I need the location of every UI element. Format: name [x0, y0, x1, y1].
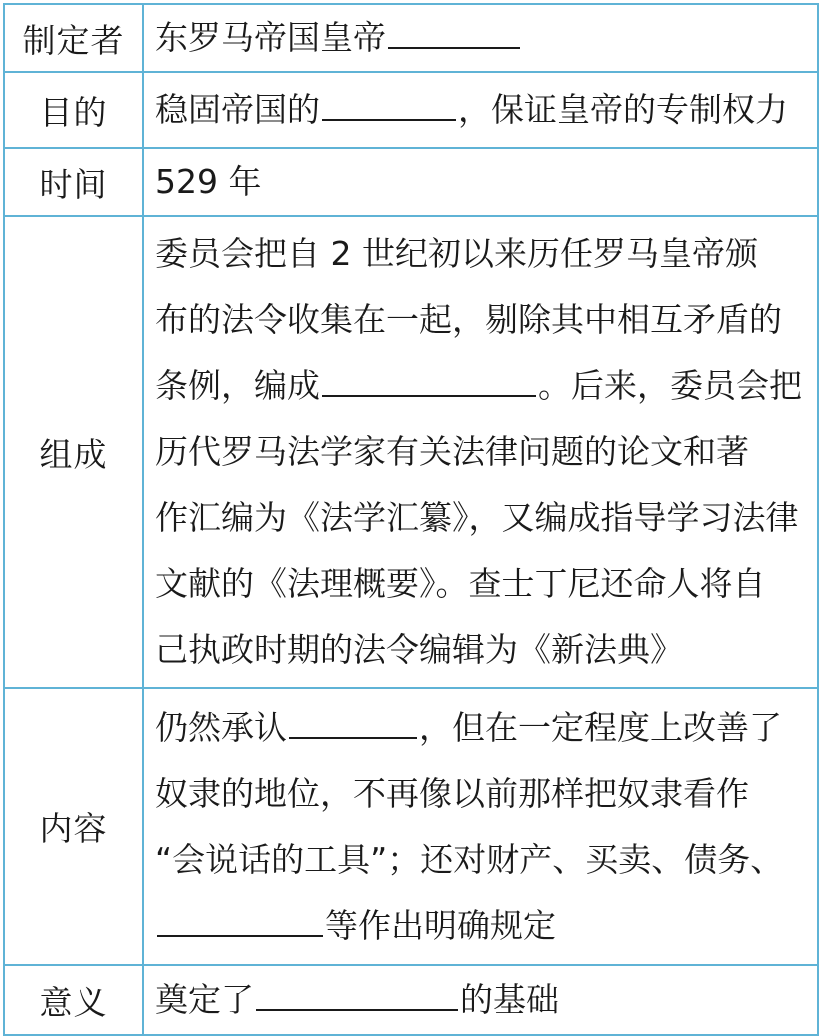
maker-blank[interactable]	[388, 17, 520, 49]
maker-label: 制定者	[4, 4, 143, 72]
composition-line-6: 文献的《法理概要》。查士丁尼还命人将自	[155, 564, 766, 603]
composition-line-5: 作汇编为《法学汇纂》，又编成指导学习法律	[155, 498, 799, 537]
composition-blank[interactable]	[322, 365, 536, 397]
composition-line-3-after: 。后来，委员会把	[538, 366, 802, 405]
content-line-1-before: 仍然承认	[155, 707, 287, 747]
content-line-4-after: 等作出明确规定	[325, 905, 556, 945]
composition-cell	[143, 216, 818, 688]
content-label: 内容	[4, 688, 143, 965]
content-blank-2[interactable]	[157, 905, 323, 937]
purpose-text-after: ，保证皇帝的专制权力	[458, 90, 788, 129]
row-content	[4, 688, 818, 965]
row-composition	[4, 216, 818, 688]
content-blank-1[interactable]	[289, 707, 417, 739]
significance-cell	[143, 965, 818, 1035]
row-maker	[4, 4, 818, 72]
purpose-cell	[143, 72, 818, 148]
content-line-1	[155, 695, 809, 761]
content-line-1-after: ，但在一定程度上改善了	[419, 707, 782, 747]
significance-text-before: 奠定了	[155, 980, 254, 1019]
time-label: 时间	[4, 148, 143, 216]
content-line-3: “会说话的工具”；还对财产、买卖、债务、	[155, 839, 784, 879]
row-time	[4, 148, 818, 216]
justinian-code-table	[3, 3, 819, 1036]
composition-line-2: 布的法令收集在一起，剔除其中相互矛盾的	[155, 300, 782, 339]
purpose-label: 目的	[4, 72, 143, 148]
composition-label: 组成	[4, 216, 143, 688]
content-cell	[143, 688, 818, 965]
maker-cell	[143, 4, 818, 72]
composition-line-3	[155, 353, 809, 419]
time-text: 529 年	[155, 162, 262, 201]
content-line-2: 奴隶的地位，不再像以前那样把奴隶看作	[155, 773, 749, 813]
composition-line-4: 历代罗马法学家有关法律问题的论文和著	[155, 432, 749, 471]
row-significance	[4, 965, 818, 1035]
time-cell	[143, 148, 818, 216]
significance-blank[interactable]	[256, 979, 458, 1011]
content-line-4	[155, 893, 809, 959]
composition-line-1: 委员会把自 2 世纪初以来历任罗马皇帝颁	[155, 234, 758, 273]
composition-line-3-before: 条例，编成	[155, 366, 320, 405]
significance-text-after: 的基础	[460, 980, 559, 1019]
row-purpose	[4, 72, 818, 148]
purpose-text-before: 稳固帝国的	[155, 90, 320, 129]
purpose-blank[interactable]	[322, 89, 456, 121]
composition-line-7: 己执政时期的法令编辑为《新法典》	[155, 630, 683, 669]
significance-label: 意义	[4, 965, 143, 1035]
maker-text: 东罗马帝国皇帝	[155, 18, 386, 57]
